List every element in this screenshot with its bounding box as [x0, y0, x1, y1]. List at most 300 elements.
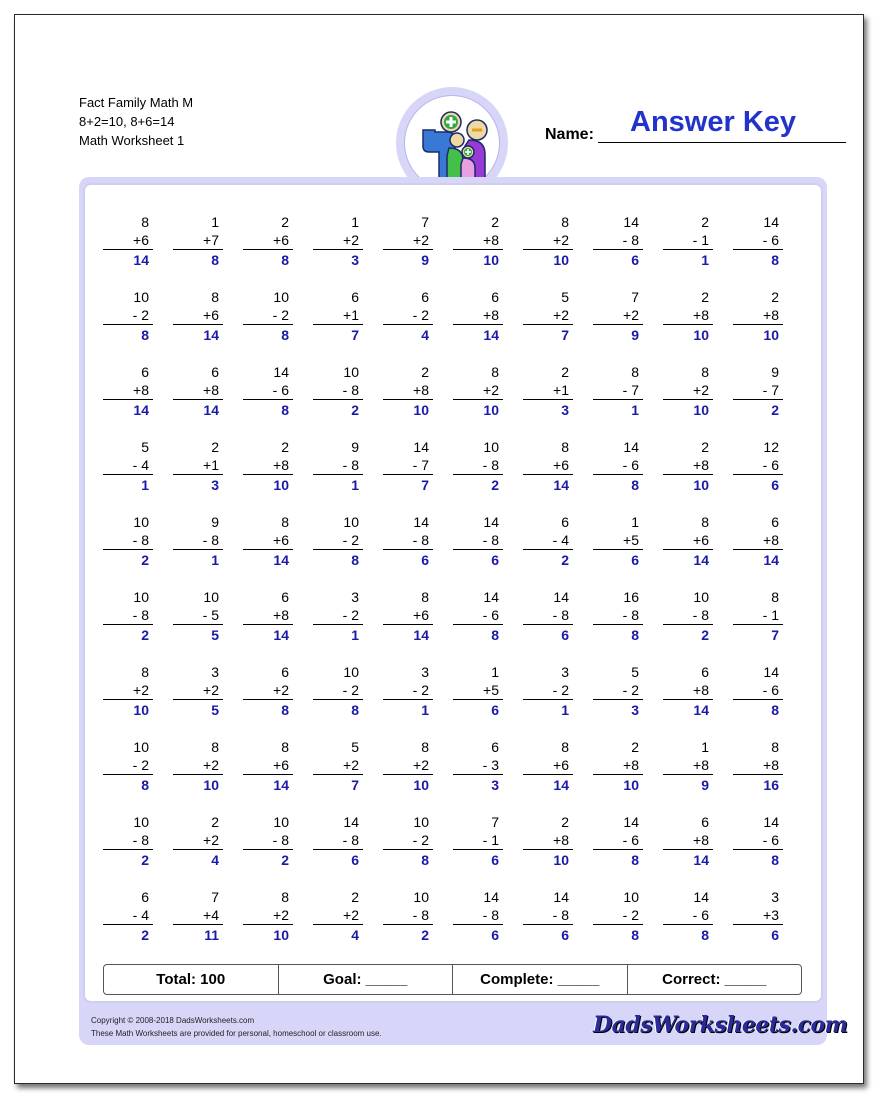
- problem: [453, 213, 503, 269]
- problem-answer[interactable]: 2: [701, 627, 709, 643]
- problem: [663, 738, 713, 794]
- problem-answer[interactable]: 8: [281, 702, 289, 718]
- problem-answer[interactable]: 2: [141, 552, 149, 568]
- problem: [733, 213, 783, 269]
- problem-operator-number: +6: [383, 606, 433, 625]
- problem: [103, 363, 153, 419]
- problem: [733, 813, 783, 869]
- problem: [383, 438, 433, 494]
- problem-top-number: 8: [561, 739, 569, 755]
- problem-operator-number: - 8: [663, 606, 713, 625]
- problem-top-number: 14: [623, 214, 639, 230]
- problem-answer[interactable]: 10: [623, 777, 639, 793]
- problem-top-number: 8: [211, 289, 219, 305]
- problem-answer[interactable]: 6: [351, 852, 359, 868]
- problem: [593, 738, 643, 794]
- problem-answer[interactable]: 7: [771, 627, 779, 643]
- problem-operator-number: +8: [453, 306, 503, 325]
- problem-operator-number: - 3: [453, 756, 503, 775]
- problem: [453, 288, 503, 344]
- problem: [243, 663, 293, 719]
- problem-top-number: 1: [631, 514, 639, 530]
- problem-operator-number: - 8: [523, 606, 573, 625]
- problem-answer[interactable]: 10: [553, 252, 569, 268]
- worksheet-number: Math Worksheet 1: [79, 133, 185, 148]
- name-line[interactable]: [598, 142, 846, 143]
- goal-cell[interactable]: Goal: _____: [279, 965, 454, 994]
- problem-operator-number: - 4: [523, 531, 573, 550]
- problem-answer[interactable]: 10: [273, 477, 289, 493]
- problem-answer[interactable]: 1: [351, 477, 359, 493]
- problem-top-number: 14: [483, 889, 499, 905]
- problem-answer[interactable]: 2: [141, 927, 149, 943]
- problem-top-number: 14: [413, 439, 429, 455]
- problem-operator-number: +6: [173, 306, 223, 325]
- problem-operator-number: - 1: [453, 831, 503, 850]
- problem: [313, 513, 363, 569]
- problem-answer[interactable]: 8: [771, 702, 779, 718]
- problem-operator-number: - 8: [313, 456, 363, 475]
- problem-answer[interactable]: 8: [491, 627, 499, 643]
- problem: [593, 513, 643, 569]
- header-text: [79, 93, 193, 150]
- problem: [593, 213, 643, 269]
- problem-answer[interactable]: 7: [351, 777, 359, 793]
- problem-top-number: 10: [343, 664, 359, 680]
- problem: [593, 438, 643, 494]
- problem-answer[interactable]: 6: [561, 927, 569, 943]
- problem-operator-number: - 8: [453, 456, 503, 475]
- problem: [243, 288, 293, 344]
- problem: [313, 888, 363, 944]
- problem-answer[interactable]: 3: [561, 402, 569, 418]
- problem: [383, 513, 433, 569]
- problem: [733, 438, 783, 494]
- problem-answer[interactable]: 2: [141, 627, 149, 643]
- problem-answer[interactable]: 6: [771, 477, 779, 493]
- problem-answer[interactable]: 1: [561, 702, 569, 718]
- problem-answer[interactable]: 10: [413, 402, 429, 418]
- problem-answer[interactable]: 2: [421, 927, 429, 943]
- problem-operator-number: +8: [733, 531, 783, 550]
- problem: [663, 438, 713, 494]
- problem-answer[interactable]: 14: [203, 402, 219, 418]
- problem-answer[interactable]: 1: [141, 477, 149, 493]
- problem: [523, 288, 573, 344]
- problem-answer[interactable]: 14: [133, 252, 149, 268]
- problem-top-number: 8: [141, 664, 149, 680]
- problem-top-number: 2: [771, 289, 779, 305]
- problem-operator-number: - 8: [103, 606, 153, 625]
- problem-top-number: 14: [623, 439, 639, 455]
- problem-answer[interactable]: 6: [421, 552, 429, 568]
- copyright-text: Copyright © 2008-2018 DadsWorksheets.com: [91, 1016, 255, 1025]
- problem-operator-number: - 1: [663, 231, 713, 250]
- problem-answer[interactable]: 10: [483, 252, 499, 268]
- problem-answer[interactable]: 4: [421, 327, 429, 343]
- problem-top-number: 2: [491, 214, 499, 230]
- problem: [523, 588, 573, 644]
- problem-top-number: 8: [281, 739, 289, 755]
- problem-top-number: 6: [141, 889, 149, 905]
- name-label: Name:: [545, 126, 594, 143]
- problem-operator-number: +6: [103, 231, 153, 250]
- problem-answer[interactable]: 10: [133, 702, 149, 718]
- problem-operator-number: - 6: [593, 456, 643, 475]
- problem-operator-number: +2: [523, 306, 573, 325]
- problem-answer[interactable]: 8: [141, 777, 149, 793]
- problem-top-number: 10: [623, 889, 639, 905]
- problem-top-number: 1: [701, 739, 709, 755]
- problem-top-number: 8: [421, 589, 429, 605]
- problem-answer[interactable]: 10: [483, 402, 499, 418]
- problem-top-number: 16: [623, 589, 639, 605]
- problem-operator-number: - 8: [313, 381, 363, 400]
- problem-top-number: 6: [281, 589, 289, 605]
- problem-top-number: 10: [133, 589, 149, 605]
- problem: [663, 888, 713, 944]
- problem-answer[interactable]: 8: [281, 402, 289, 418]
- problem-answer[interactable]: 9: [421, 252, 429, 268]
- problem: [313, 288, 363, 344]
- problem-operator-number: +3: [733, 906, 783, 925]
- problem-answer[interactable]: 10: [273, 927, 289, 943]
- problem-answer[interactable]: 8: [631, 477, 639, 493]
- problem-answer[interactable]: 9: [631, 327, 639, 343]
- problem-answer[interactable]: 1: [631, 402, 639, 418]
- problem-answer[interactable]: 3: [631, 702, 639, 718]
- problem-top-number: 10: [413, 889, 429, 905]
- problem-answer[interactable]: 8: [281, 252, 289, 268]
- problem: [173, 813, 223, 869]
- footer-copyright: [91, 1014, 382, 1040]
- problem-top-number: 8: [211, 739, 219, 755]
- problem: [383, 663, 433, 719]
- problem-answer[interactable]: 2: [561, 552, 569, 568]
- problem-answer[interactable]: 14: [693, 852, 709, 868]
- problem-answer[interactable]: 8: [211, 252, 219, 268]
- problem-operator-number: +7: [173, 231, 223, 250]
- problem: [243, 738, 293, 794]
- problem-answer[interactable]: 6: [491, 927, 499, 943]
- problem-answer[interactable]: 1: [351, 627, 359, 643]
- problem-operator-number: - 8: [523, 906, 573, 925]
- problem-answer[interactable]: 8: [141, 327, 149, 343]
- problem-answer[interactable]: 6: [491, 702, 499, 718]
- problem: [593, 288, 643, 344]
- problem-operator-number: +2: [453, 381, 503, 400]
- problem: [453, 588, 503, 644]
- problem-top-number: 14: [763, 214, 779, 230]
- problem-answer[interactable]: 6: [631, 252, 639, 268]
- problem: [523, 888, 573, 944]
- problem-answer[interactable]: 8: [771, 852, 779, 868]
- problem-operator-number: - 2: [593, 906, 643, 925]
- correct-cell[interactable]: Correct: _____: [662, 971, 767, 988]
- problem-top-number: 2: [561, 364, 569, 380]
- total-cell: Total: 100: [104, 965, 279, 994]
- problem-answer[interactable]: 8: [351, 552, 359, 568]
- problems-area: [83, 183, 823, 1003]
- problem-top-number: 1: [351, 214, 359, 230]
- problem: [453, 513, 503, 569]
- worksheet-title: Fact Family Math M: [79, 95, 194, 110]
- problem-operator-number: - 7: [733, 381, 783, 400]
- problem-answer[interactable]: 14: [273, 627, 289, 643]
- problem-operator-number: - 2: [383, 831, 433, 850]
- problem-answer[interactable]: 10: [553, 852, 569, 868]
- problem: [383, 813, 433, 869]
- problem-answer[interactable]: 1: [701, 252, 709, 268]
- problem-operator-number: - 2: [313, 681, 363, 700]
- problem-top-number: 3: [561, 664, 569, 680]
- problem-top-number: 10: [133, 814, 149, 830]
- problem-answer[interactable]: 8: [631, 627, 639, 643]
- problem-operator-number: +8: [103, 381, 153, 400]
- problem-operator-number: +2: [383, 756, 433, 775]
- problem-answer[interactable]: 8: [701, 927, 709, 943]
- problem-top-number: 8: [421, 739, 429, 755]
- problem-top-number: 10: [133, 514, 149, 530]
- problem-answer[interactable]: 14: [273, 552, 289, 568]
- problem-answer[interactable]: 5: [211, 702, 219, 718]
- problem-top-number: 8: [771, 739, 779, 755]
- problem-answer[interactable]: 4: [211, 852, 219, 868]
- problem-answer[interactable]: 10: [763, 327, 779, 343]
- problem-answer[interactable]: 14: [553, 777, 569, 793]
- problem-top-number: 10: [203, 589, 219, 605]
- problem: [733, 363, 783, 419]
- problem-top-number: 8: [561, 214, 569, 230]
- problem: [663, 513, 713, 569]
- problem: [313, 213, 363, 269]
- problem-top-number: 8: [281, 514, 289, 530]
- problem-answer[interactable]: 2: [281, 852, 289, 868]
- problem-operator-number: +8: [243, 456, 293, 475]
- problem-answer[interactable]: 6: [771, 927, 779, 943]
- problem-answer[interactable]: 8: [631, 927, 639, 943]
- problem: [173, 363, 223, 419]
- problem: [733, 513, 783, 569]
- problem: [663, 213, 713, 269]
- problem-answer[interactable]: 14: [763, 552, 779, 568]
- problem-operator-number: +8: [663, 306, 713, 325]
- problem-answer[interactable]: 16: [763, 777, 779, 793]
- problem-top-number: 8: [701, 364, 709, 380]
- problem: [523, 663, 573, 719]
- problem-answer[interactable]: 8: [351, 702, 359, 718]
- problem-answer[interactable]: 3: [211, 477, 219, 493]
- problem-top-number: 2: [281, 214, 289, 230]
- problem-top-number: 14: [693, 889, 709, 905]
- problem-answer[interactable]: 14: [483, 327, 499, 343]
- problem-answer[interactable]: 11: [204, 927, 219, 943]
- problem-answer[interactable]: 2: [771, 402, 779, 418]
- problem-answer[interactable]: 7: [351, 327, 359, 343]
- problem-top-number: 2: [701, 439, 709, 455]
- problem-operator-number: +1: [313, 306, 363, 325]
- problem-top-number: 14: [623, 814, 639, 830]
- problem-answer[interactable]: 2: [141, 852, 149, 868]
- problem-top-number: 2: [701, 289, 709, 305]
- problem-answer[interactable]: 6: [491, 552, 499, 568]
- problem-answer[interactable]: 14: [693, 552, 709, 568]
- problem-top-number: 10: [413, 814, 429, 830]
- problem-answer[interactable]: 10: [693, 327, 709, 343]
- problem-operator-number: +8: [523, 831, 573, 850]
- problem-operator-number: - 1: [733, 606, 783, 625]
- problem: [243, 888, 293, 944]
- problem-operator-number: +2: [243, 681, 293, 700]
- problem-operator-number: - 8: [453, 906, 503, 925]
- problem-answer[interactable]: 7: [561, 327, 569, 343]
- problem-top-number: 6: [491, 289, 499, 305]
- worksheet-page: [14, 14, 864, 1084]
- problem-top-number: 2: [211, 439, 219, 455]
- problem-answer[interactable]: 3: [491, 777, 499, 793]
- problem-top-number: 3: [771, 889, 779, 905]
- problem: [173, 288, 223, 344]
- problem-top-number: 7: [491, 814, 499, 830]
- problem-operator-number: - 2: [383, 681, 433, 700]
- problem-answer[interactable]: 8: [421, 852, 429, 868]
- problem-answer[interactable]: 14: [553, 477, 569, 493]
- problem-answer[interactable]: 2: [351, 402, 359, 418]
- problem-operator-number: - 8: [313, 831, 363, 850]
- problem: [243, 438, 293, 494]
- problem-answer[interactable]: 10: [693, 402, 709, 418]
- problem-operator-number: +2: [103, 681, 153, 700]
- problem-top-number: 10: [273, 289, 289, 305]
- problem: [663, 363, 713, 419]
- problem-answer[interactable]: 1: [211, 552, 219, 568]
- problem-answer[interactable]: 14: [203, 327, 219, 343]
- problem-operator-number: - 6: [733, 831, 783, 850]
- problem: [103, 813, 153, 869]
- problem-top-number: 7: [631, 289, 639, 305]
- problem-operator-number: +1: [173, 456, 223, 475]
- problem-answer[interactable]: 8: [771, 252, 779, 268]
- problem-answer[interactable]: 8: [281, 327, 289, 343]
- problem: [173, 663, 223, 719]
- problem-answer[interactable]: 14: [413, 627, 429, 643]
- problem-top-number: 6: [141, 364, 149, 380]
- problem-answer[interactable]: 10: [693, 477, 709, 493]
- problem-answer[interactable]: 10: [203, 777, 219, 793]
- problem-operator-number: - 2: [243, 306, 293, 325]
- problem: [103, 588, 153, 644]
- problem-operator-number: +2: [173, 681, 223, 700]
- problem: [523, 213, 573, 269]
- problem-top-number: 6: [561, 514, 569, 530]
- problem-operator-number: +2: [663, 381, 713, 400]
- complete-cell[interactable]: Complete: _____: [453, 965, 628, 994]
- problem-answer[interactable]: 4: [351, 927, 359, 943]
- problem: [523, 813, 573, 869]
- problem-top-number: 14: [763, 814, 779, 830]
- problem-top-number: 6: [701, 664, 709, 680]
- problem-top-number: 6: [281, 664, 289, 680]
- problem: [733, 738, 783, 794]
- problem: [383, 213, 433, 269]
- problem-answer[interactable]: 8: [631, 852, 639, 868]
- problem-operator-number: - 8: [593, 606, 643, 625]
- problem: [103, 288, 153, 344]
- problem-top-number: 6: [771, 514, 779, 530]
- problem-operator-number: +2: [383, 231, 433, 250]
- problem-top-number: 9: [351, 439, 359, 455]
- problem-answer[interactable]: 2: [491, 477, 499, 493]
- problem-answer[interactable]: 1: [421, 702, 429, 718]
- problem-operator-number: - 2: [313, 531, 363, 550]
- problem: [173, 213, 223, 269]
- problem-top-number: 3: [421, 664, 429, 680]
- problem-top-number: 14: [553, 589, 569, 605]
- problem-answer[interactable]: 14: [693, 702, 709, 718]
- problem-operator-number: +8: [663, 756, 713, 775]
- problem-answer[interactable]: 7: [421, 477, 429, 493]
- problem-operator-number: - 6: [243, 381, 293, 400]
- problem-top-number: 10: [343, 364, 359, 380]
- problem-top-number: 1: [491, 664, 499, 680]
- problem-operator-number: +8: [733, 756, 783, 775]
- problem: [313, 738, 363, 794]
- problem-operator-number: +2: [313, 906, 363, 925]
- problem-answer[interactable]: 10: [413, 777, 429, 793]
- problem: [103, 888, 153, 944]
- problem: [243, 213, 293, 269]
- problem-answer[interactable]: 14: [133, 402, 149, 418]
- problem-operator-number: +4: [173, 906, 223, 925]
- problem: [243, 588, 293, 644]
- problem-operator-number: - 2: [103, 756, 153, 775]
- score-summary: [103, 964, 802, 995]
- problem-top-number: 7: [421, 214, 429, 230]
- problem-operator-number: +6: [243, 531, 293, 550]
- problem-operator-number: +2: [173, 831, 223, 850]
- problem: [103, 513, 153, 569]
- problem-top-number: 6: [701, 814, 709, 830]
- problem-top-number: 6: [491, 739, 499, 755]
- problem-answer[interactable]: 6: [561, 627, 569, 643]
- problem-answer[interactable]: 6: [631, 552, 639, 568]
- problem-top-number: 2: [701, 214, 709, 230]
- problem-answer[interactable]: 14: [273, 777, 289, 793]
- problem-answer[interactable]: 9: [701, 777, 709, 793]
- problem-operator-number: - 2: [593, 681, 643, 700]
- problem-operator-number: - 6: [733, 681, 783, 700]
- problem: [733, 663, 783, 719]
- problem-top-number: 14: [483, 589, 499, 605]
- problems-frame: [79, 177, 827, 1045]
- problem-top-number: 3: [211, 664, 219, 680]
- problem-answer[interactable]: 6: [491, 852, 499, 868]
- problem: [243, 813, 293, 869]
- problem-operator-number: +8: [663, 681, 713, 700]
- problem-operator-number: - 8: [173, 531, 223, 550]
- problem-top-number: 10: [483, 439, 499, 455]
- problem-operator-number: +2: [523, 231, 573, 250]
- problem-top-number: 14: [273, 364, 289, 380]
- problem-top-number: 6: [421, 289, 429, 305]
- problem: [523, 738, 573, 794]
- problem-answer[interactable]: 3: [351, 252, 359, 268]
- problem-operator-number: +8: [243, 606, 293, 625]
- problem: [523, 363, 573, 419]
- problem: [103, 438, 153, 494]
- problem-operator-number: +6: [523, 756, 573, 775]
- problem-answer[interactable]: 5: [211, 627, 219, 643]
